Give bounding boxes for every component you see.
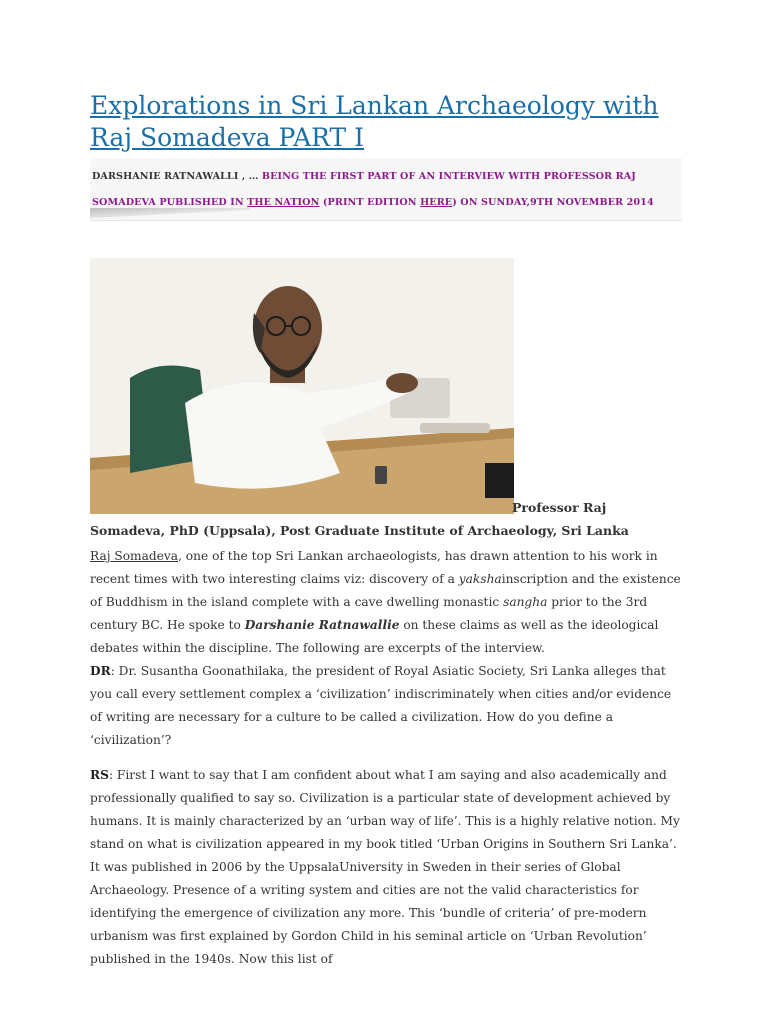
question-1 [90, 660, 684, 752]
a1-speaker: RS [90, 768, 109, 782]
link-raj-somadeva[interactable]: Raj Somadeva [90, 549, 179, 563]
photo-caption-rest: Somadeva, PhD (Uppsala), Post Graduate Institute of Archaeology, Sri Lanka [90, 523, 629, 538]
link-the-nation[interactable]: THE NATION [247, 197, 320, 208]
byline-author: DARSHANIE RATNAWALLI , … [92, 171, 259, 182]
intro-interviewer: Darshanie Ratnawallie [244, 618, 400, 632]
paragraph-gap [90, 752, 684, 764]
a1-text: : First I want to say that I am confident about what I am saying and also academically and professionally qualified to say so. Civilization is a particular state of development achieved by humans. It is mainly characterized by an ‘urban way of life’. This is a highly relative notion. My stand on what is civilization appeared in my book titled ‘Urban Origins in Southern Sri Lanka’. It was published in 2006 by the UppsalaUniversity in Sweden in their series of Global Archaeology. Presence of a writing system and cities are not the valid characteristics for identifying the emergence of civilization any more. This ‘bundle of criteria’ of pre-modern urbanism was first explained by Gordon Child in his seminal article on ‘Urban Revolution’ published in the 1940s. Now this list of [90, 768, 680, 966]
article-body [90, 545, 684, 971]
intro-text-2: inscription and the existence of Buddhism in the island complete with a cave dwelling monastic [90, 572, 681, 609]
intro-text-3: prior to the 3rd century BC. He spoke to [90, 595, 648, 632]
professor-photo [90, 258, 514, 514]
article-title [90, 90, 682, 154]
article [90, 90, 682, 221]
intro-paragraph [90, 545, 684, 660]
q1-text: : Dr. Susantha Goonathilaka, the president of Royal Asiatic Society, Sri Lanka alleges that you call every settlement complex a ‘civilization’ indiscriminately when cities and/or evidence of writing are necessary for a culture to be called a civilization. How do you define a ‘civilization’? [90, 664, 672, 747]
link-here[interactable]: HERE [420, 197, 453, 208]
byline-intro: BEING THE FIRST PART OF AN INTERVIEW WITH PROFESSOR RAJ SOMADEVA PUBLISHED IN [92, 171, 636, 208]
intro-text-4: on these claims as well as the ideological debates within the discipline. The following are excerpts of the interview. [90, 618, 659, 655]
intro-sangha: sangha [503, 595, 548, 609]
article-title-link[interactable]: Explorations in Sri Lankan Archaeology with Raj Somadeva PART I [90, 91, 659, 152]
byline-date: ) ON SUNDAY,9TH NOVEMBER 2014 [452, 197, 654, 208]
answer-1 [90, 764, 684, 971]
q1-speaker: DR [90, 664, 111, 678]
intro-yaksha: yaksha [458, 572, 502, 586]
byline-print-prefix: (PRINT EDITION [322, 197, 417, 208]
photo-caption-start: Professor Raj [512, 500, 607, 515]
intro-text-1: , one of the top Sri Lankan archaeologists, has drawn attention to his work in recent times with two interesting claims viz: discovery of a [90, 549, 658, 586]
